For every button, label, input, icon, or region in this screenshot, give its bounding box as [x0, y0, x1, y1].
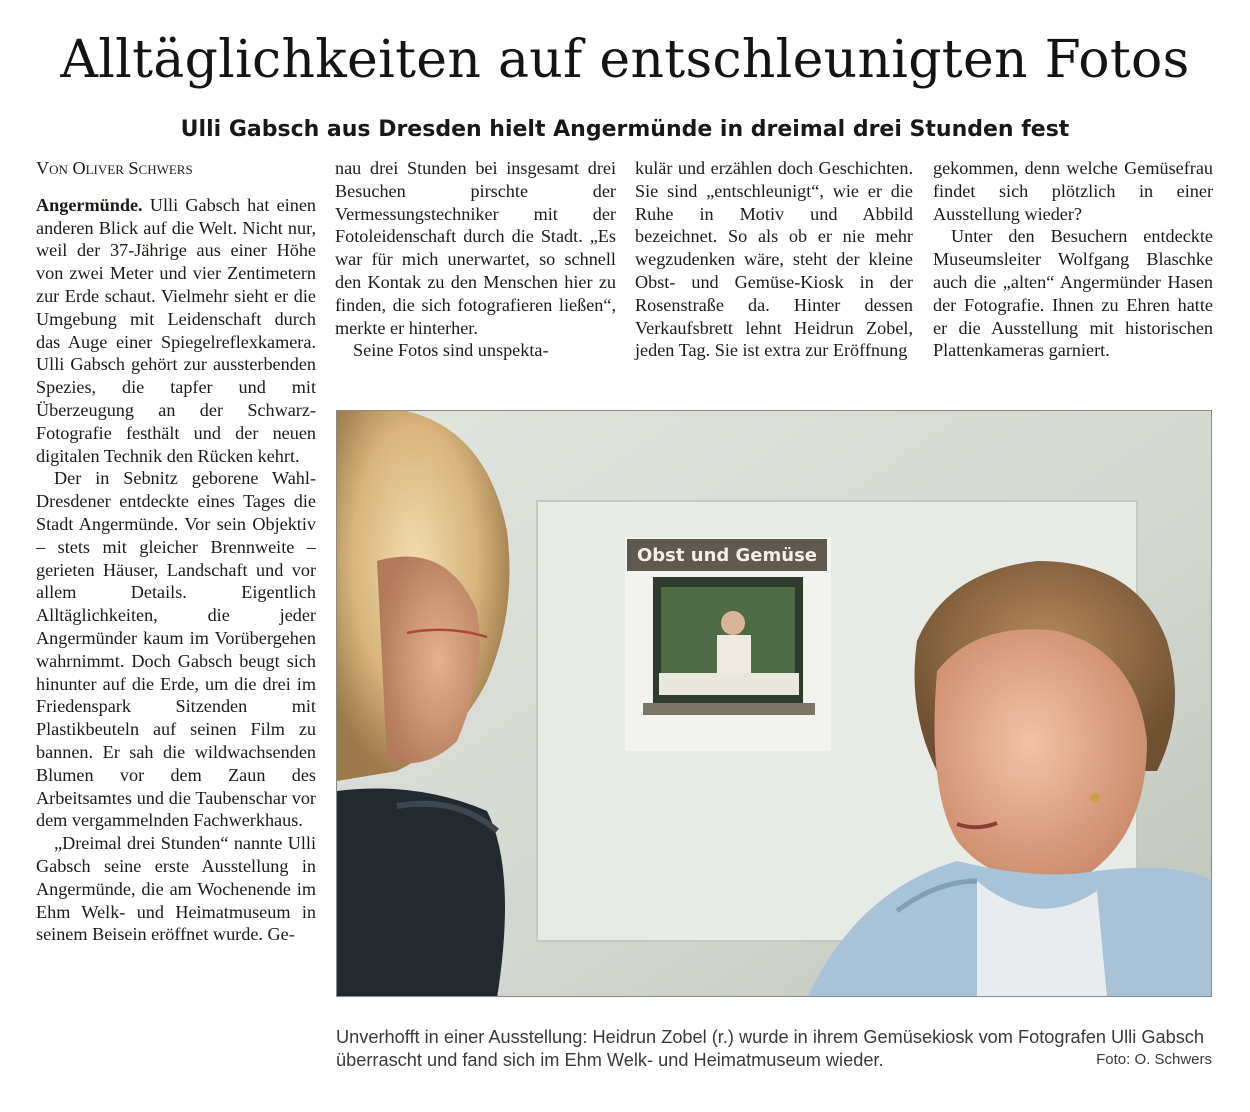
article-column-2	[335, 157, 616, 362]
dateline: Angermünde.	[36, 194, 143, 215]
paragraph-5: Unter den Besuchern entdeckte Museumsleiter Wolfgang Blaschke auch die „alten“ Angermünder Hasen der Fotografie. Ihnen zu Ehren hatte er die Ausstellung mit historischen Plattenkameras garniert.	[933, 226, 1213, 361]
paragraph-2: Der in Sebnitz geborene Wahl-Dresdener entdeckte eines Tages die Stadt Angermünde. Vor sein Objektiv – stets mit gleicher Brennweite – gerieten Häuser, Landschaft und vor allem Details. Eigentlich Alltäglichkeiten, die jeder Angermünder kaum im Vorübergehen wahrnimmt. Doch Gabsch beugt sich hinunter auf die Erde, um die drei im Friedenspark Sitzenden mit Plastikbeuteln auf seinen Film zu bannen. Er sah die wildwachsenden Blumen vor dem Zaun des Arbeitsamtes und die Taubenschar vor dem vergammelnden Fachwerkhaus.	[36, 468, 316, 831]
paragraph-4-continued: kulär und erzählen doch Geschichten. Sie sind „entschleunigt“, wie er die Ruhe in Motiv und Abbild bezeichnet. So als ob er nie mehr wegzudenken wäre, steht der kleine Obst- und Gemüse-Kiosk in der Rosenstraße da. Hinter dessen Verkaufsbrett lehnt Heidrun Zobel, jeden Tag. Sie ist extra zur Eröffnung	[635, 158, 913, 361]
paragraph-4: Seine Fotos sind unspekta-	[353, 340, 549, 361]
caption-text: Unverhofft in einer Ausstellung: Heidrun Zobel (r.) wurde in ihrem Gemüsekiosk vom Fotografen Ulli Gabsch überrascht und fand sich im Ehm Welk- und Heimatmuseum wieder.	[336, 1027, 1204, 1070]
byline: Von Oliver Schwers	[36, 158, 193, 178]
article-column-4	[933, 157, 1213, 362]
article-column-1	[36, 157, 316, 946]
photo-caption	[336, 1026, 1212, 1072]
article-column-3	[635, 157, 913, 362]
photo-illustration	[337, 411, 1212, 997]
paragraph-3-continued: nau drei Stunden bei insgesamt drei Besuchen pirschte der Vermessungstechniker mit der Fotoleidenschaft durch die Stadt. „Es war für mich unerwartet, so schnell den Kontak zu den Menschen hier zu finden, die sich fotografieren ließen“, merkte er hinterher.	[335, 158, 616, 338]
paragraph-1	[36, 194, 316, 468]
article-photo	[336, 410, 1212, 997]
paragraph-4-end: gekommen, denn welche Gemüsefrau findet sich plötzlich in einer Ausstellung wieder?	[933, 158, 1213, 224]
paragraph-3: „Dreimal drei Stunden“ nannte Ulli Gabsch seine erste Ausstellung in Angermünde, die am Wochenende im Ehm Welk- und Heimatmuseum in seinem Beisein eröffnet wurde. Ge-	[36, 833, 316, 945]
paragraph-1-text: Ulli Gabsch hat einen anderen Blick auf die Welt. Nicht nur, weil der 37-Jährige aus einer Höhe von zwei Meter und vier Zentimetern zur Erde schaut. Vielmehr sieht er die Umgebung mit Leidenschaft durch das Auge einer Spiegelreflexkamera. Ulli Gabsch gehört zur aussterbenden Spezies, die tapfer und mit Überzeugung an der Schwarz-Fotografie festhält und der neuen digitalen Technik den Rücken kehrt.	[36, 194, 316, 466]
photo-credit: Foto: O. Schwers	[1096, 1051, 1212, 1068]
subheadline: Ulli Gabsch aus Dresden hielt Angermünde in dreimal drei Stunden fest	[180, 117, 1070, 142]
kiosk-sign-text: Obst und Gemüse	[636, 545, 818, 566]
headline: Alltäglichkeiten auf entschleunigten Fotos	[60, 30, 1190, 90]
